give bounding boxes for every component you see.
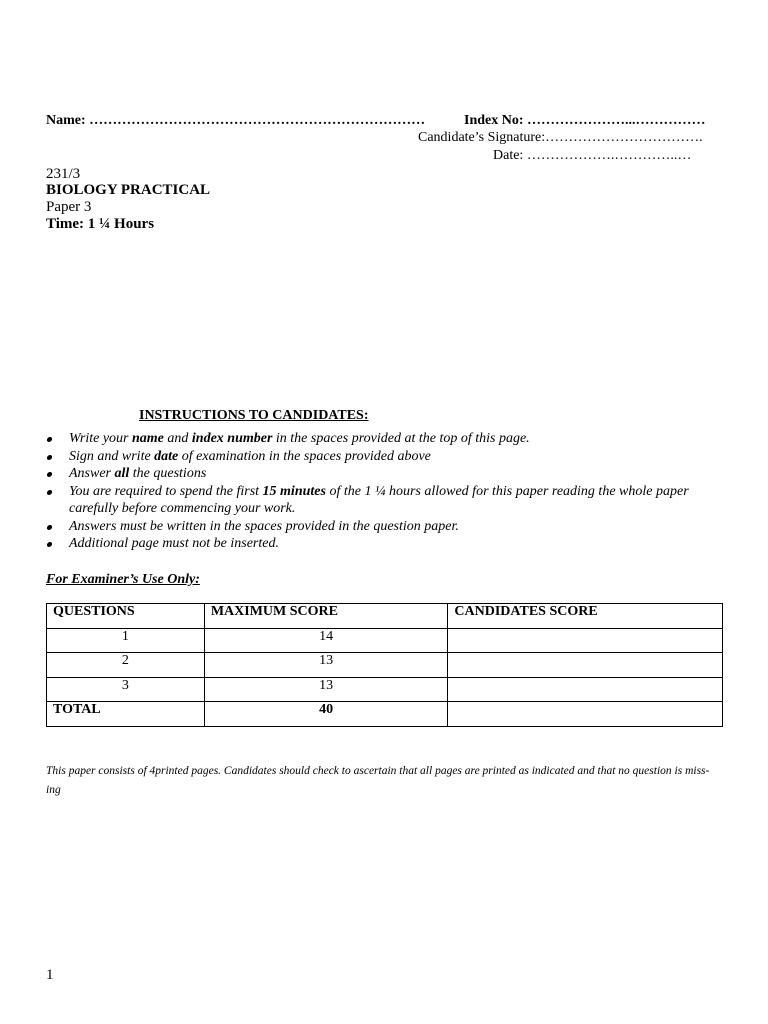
instruction-text: Answer <box>69 466 115 481</box>
column-header: MAXIMUM SCORE <box>204 604 448 629</box>
instruction-text: Sign and write <box>69 448 155 464</box>
instruction-emphasis: index number <box>191 431 273 446</box>
index-label: Index No: <box>464 113 524 128</box>
question-number-cell: 2 <box>47 653 205 678</box>
name-field-line <box>46 113 425 129</box>
instruction-text: You are required to spend the first <box>69 483 263 499</box>
date-label: Date: <box>493 148 524 163</box>
name-label: Name: <box>46 113 86 128</box>
table-row <box>47 653 723 678</box>
instruction-text: Answers must be written in the spaces provided in the question paper. <box>69 518 459 534</box>
date-dots: ……………….…………..… <box>526 148 692 163</box>
time-allowed: Time: 1 ¼ Hours <box>46 216 155 232</box>
instruction-item <box>46 465 726 483</box>
instruction-text: in the spaces provided at the top of this page. <box>272 431 530 446</box>
candidate-score-cell[interactable] <box>448 653 723 678</box>
signature-dots: ……………………………. <box>545 130 703 145</box>
instruction-item <box>46 430 726 448</box>
total-row <box>47 702 723 727</box>
instruction-item <box>46 518 726 536</box>
instruction-item <box>46 483 726 518</box>
name-dots: ……………………………………………………………… <box>89 113 426 128</box>
page-count-note: This paper consists of 4printed pages. Candidates should check to ascertain that all pages are printed as indicated and that no question is miss-ing <box>46 765 710 796</box>
candidate-score-cell[interactable] <box>448 628 723 653</box>
instruction-emphasis: name <box>132 431 164 446</box>
page-number: 1 <box>46 967 54 983</box>
max-score-cell: 13 <box>204 677 448 702</box>
table-row <box>47 628 723 653</box>
question-number-cell: 3 <box>47 677 205 702</box>
instruction-text: of the 1 ¼ hours allowed for this paper reading the whole paper carefully before commencing your work. <box>69 483 689 516</box>
instruction-emphasis: all <box>114 466 130 481</box>
instruction-text: the questions <box>129 466 207 481</box>
candidate-score-cell[interactable] <box>448 677 723 702</box>
instruction-emphasis: date <box>154 448 179 464</box>
examiner-use-heading: For Examiner’s Use Only: <box>46 572 200 587</box>
signature-label: Candidate’s Signature: <box>418 130 546 145</box>
paper-number: Paper 3 <box>46 199 92 215</box>
signature-field-line <box>418 130 703 146</box>
total-max-score: 40 <box>204 702 448 727</box>
index-dots: …………………...…………… <box>527 113 706 128</box>
instruction-text: Additional page must not be inserted. <box>69 536 279 551</box>
instruction-text: of examination in the spaces provided above <box>178 448 431 464</box>
score-table <box>46 603 723 727</box>
column-header: CANDIDATES SCORE <box>448 604 723 629</box>
paper-code: 231/3 <box>46 166 81 182</box>
total-candidate-score-cell[interactable] <box>448 702 723 727</box>
max-score-cell: 14 <box>204 628 448 653</box>
instructions-heading: INSTRUCTIONS TO CANDIDATES: <box>139 408 369 423</box>
instruction-text: Write your <box>69 431 132 446</box>
index-number-field-line <box>464 113 706 129</box>
instruction-item <box>46 448 726 466</box>
max-score-cell: 13 <box>204 653 448 678</box>
table-header-row <box>47 604 723 629</box>
question-number-cell: 1 <box>47 628 205 653</box>
date-field-line <box>493 148 691 164</box>
total-label: TOTAL <box>47 702 205 727</box>
instructions-list <box>46 430 726 553</box>
subject-title: BIOLOGY PRACTICAL <box>46 182 211 198</box>
instruction-item <box>46 535 726 553</box>
column-header: QUESTIONS <box>47 604 205 629</box>
instruction-emphasis: 15 minutes <box>262 483 326 499</box>
instruction-text: and <box>163 431 192 446</box>
table-row <box>47 677 723 702</box>
